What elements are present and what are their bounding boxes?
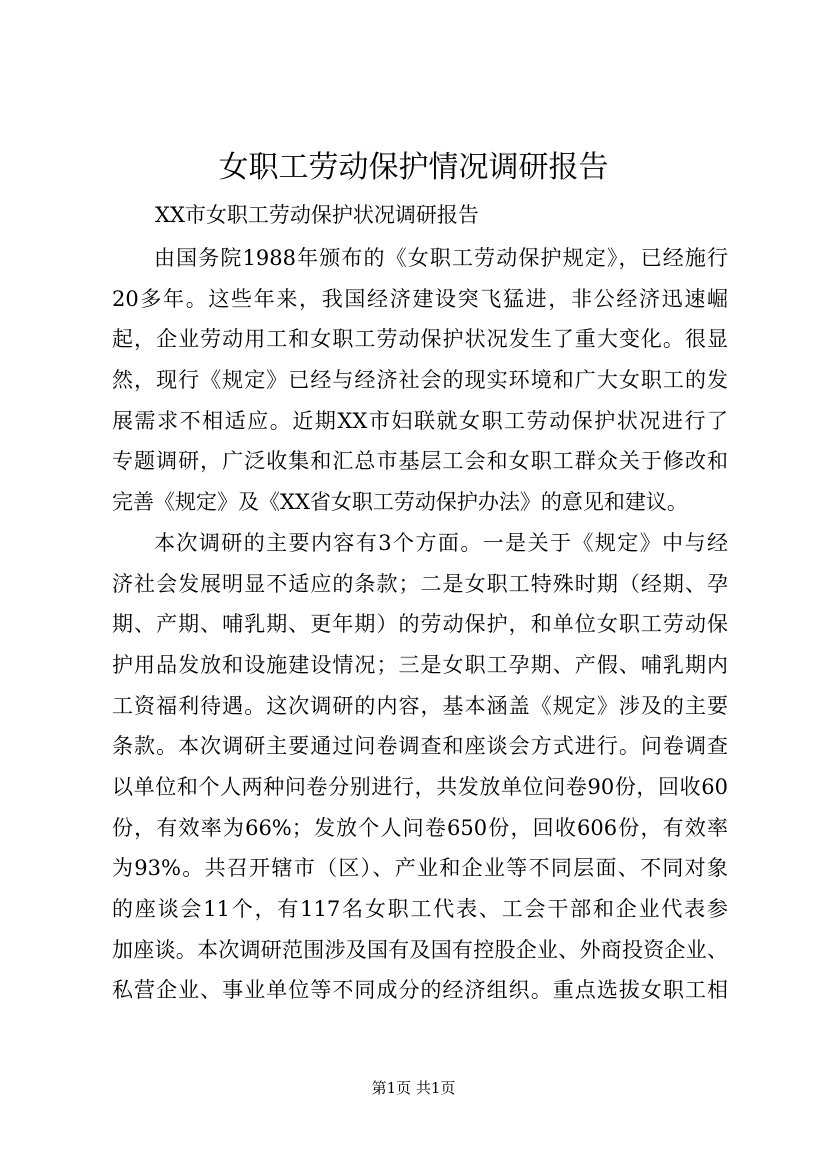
text-line: 的座谈会11个，有117名女职工代表、工会干部和企业代表参 [112,897,728,921]
page-footer: 第1页 共1页 [371,1079,456,1097]
text-line: 加座谈。本次调研范围涉及国有及国有控股企业、外商投资企业、 [112,937,728,962]
text-line: 护用品发放和设施建设情况；三是女职工孕期、产假、哺乳期内 [112,652,728,677]
text-line: 期、产期、哺乳期、更年期）的劳动保护，和单位女职工劳动保 [112,612,728,637]
text-line: 专题调研，广泛收集和汇总市基层工会和女职工群众关于修改和 [112,449,728,474]
text-line: 20多年。这些年来，我国经济建设突飞猛进，非公经济迅速崛 [112,286,728,311]
text-line: 由国务院1988年颁布的《女职工劳动保护规定》，已经施行 [154,246,728,270]
paragraph [112,238,728,523]
text-line: 起，企业劳动用工和女职工劳动保护状况发生了重大变化。很显 [112,327,728,352]
text-line: 条款。本次调研主要通过问卷调查和座谈会方式进行。问卷调查 [112,734,728,759]
text-line: 工资福利待遇。这次调研的内容，基本涵盖《规定》涉及的主要 [112,693,728,718]
text-line: 为93%。共召开辖市（区）、产业和企业等不同层面、不同对象 [112,856,728,881]
text-line: 济社会发展明显不适应的条款；二是女职工特殊时期（经期、孕 [112,571,728,596]
text-line: 私营企业、事业单位等不同成分的经济组织。重点选拔女职工相 [112,978,728,1003]
paragraph [112,523,728,1011]
body-text [112,238,728,1011]
text-line: 然，现行《规定》已经与经济社会的现实环境和广大女职工的发 [112,368,728,393]
text-line: 份，有效率为66%；发放个人问卷650份，回收606份，有效率 [112,815,728,840]
document-subtitle: XX市女职工劳动保护状况调研报告 [155,203,479,227]
text-line: 以单位和个人两种问卷分别进行，共发放单位问卷90份，回收60 [112,774,728,799]
text-line: 本次调研的主要内容有3个方面。一是关于《规定》中与经 [154,530,728,555]
text-line: 完善《规定》及《XX省女职工劳动保护办法》的意见和建议。 [112,490,688,515]
page-title: 女职工劳动保护情况调研报告 [218,150,609,185]
text-line: 展需求不相适应。近期XX市妇联就女职工劳动保护状况进行了 [112,408,728,433]
